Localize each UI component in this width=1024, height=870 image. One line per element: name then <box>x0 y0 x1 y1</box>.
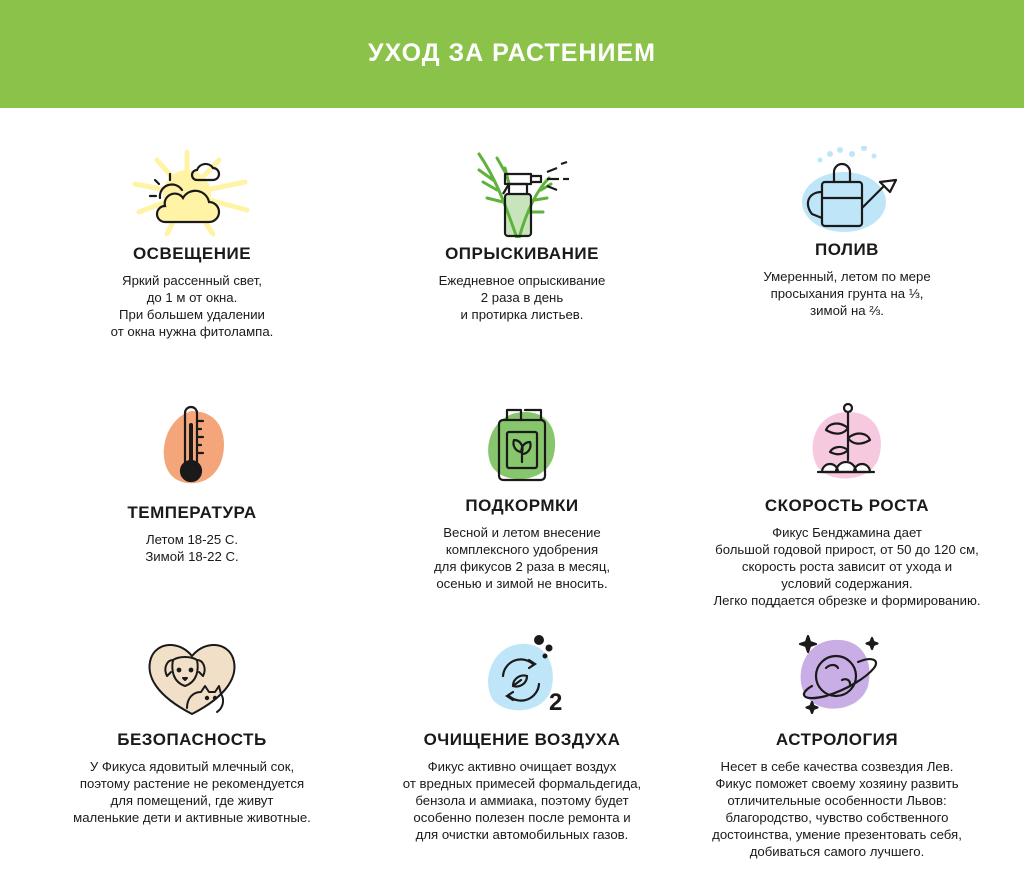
card-description: Летом 18-25 С. Зимой 18-22 С. <box>145 532 239 564</box>
card-description: Весной и летом внесение комплексного удобрения для фикусов 2 раза в месяц, осенью и зимой не вносить. <box>433 525 611 591</box>
card-title: ТЕМПЕРАТУРА <box>127 503 257 522</box>
card-title: ОСВЕЩЕНИЕ <box>132 244 252 263</box>
card-title: СКОРОСТЬ РОСТА <box>764 496 930 515</box>
card-description: Несет в себе качества созвездия Лев. Фикус поможет своему хозяину развить отличительные особенности Львов: благородство, чувство собственного достоинства, умение презентовать себя, добиваться самого лучшего. <box>712 759 962 859</box>
card-title: АСТРОЛОГИЯ <box>775 730 899 749</box>
card-astrology <box>672 628 1002 860</box>
header-banner <box>0 0 1024 108</box>
card-temperature <box>27 403 357 565</box>
card-watering <box>682 146 1012 319</box>
card-title: ПОДКОРМКИ <box>465 496 579 515</box>
watering-can-icon <box>782 146 912 234</box>
sprout-icon <box>782 398 912 486</box>
card-safety <box>27 630 357 826</box>
air-purification-icon <box>457 630 587 718</box>
fertilizer-canister-icon <box>457 398 587 486</box>
card-description: У Фикуса ядовитый млечный сок, поэтому растение не рекомендуется для помещений, где живут маленькие дети и активные животные. <box>73 759 311 825</box>
card-title: ОПРЫСКИВАНИЕ <box>445 244 599 263</box>
pets-safety-icon <box>127 630 257 718</box>
card-description: Фикус активно очищает воздух от вредных примесей формальдегида, бензола и аммиака, поэтому будет особенно полезен после ремонта и для очистки автомобильных газов. <box>402 759 642 842</box>
sun-cloud-icon <box>127 150 257 238</box>
o2-subscript-label: 2 <box>549 689 563 716</box>
card-spraying <box>357 150 687 323</box>
card-description: Умеренный, летом по мере просыхания грунта на ⅓, зимой на ⅔. <box>763 269 931 318</box>
card-title: БЕЗОПАСНОСТЬ <box>117 730 267 749</box>
planet-icon <box>772 628 902 716</box>
card-description: Фикус Бенджамина дает большой годовой прирост, от 50 до 120 см, скорость роста зависит от ухода и условий содержания. Легко поддается обрезке и формированию. <box>713 525 981 608</box>
page-title: УХОД ЗА РАСТЕНИЕМ <box>368 38 656 67</box>
card-title: ПОЛИВ <box>815 240 879 259</box>
card-lighting <box>27 150 357 340</box>
card-description: Ежедневное опрыскивание 2 раза в день и протирка листьев. <box>438 273 606 322</box>
card-description: Яркий рассенный свет, до 1 м от окна. При большем удалении от окна нужна фитолампа. <box>110 273 274 339</box>
card-fertilizing <box>357 398 687 592</box>
card-growth-rate <box>682 398 1012 609</box>
card-title: ОЧИЩЕНИЕ ВОЗДУХА <box>423 730 621 749</box>
spray-bottle-icon <box>457 150 587 238</box>
thermometer-icon <box>127 403 257 491</box>
card-air-purification <box>357 630 687 843</box>
